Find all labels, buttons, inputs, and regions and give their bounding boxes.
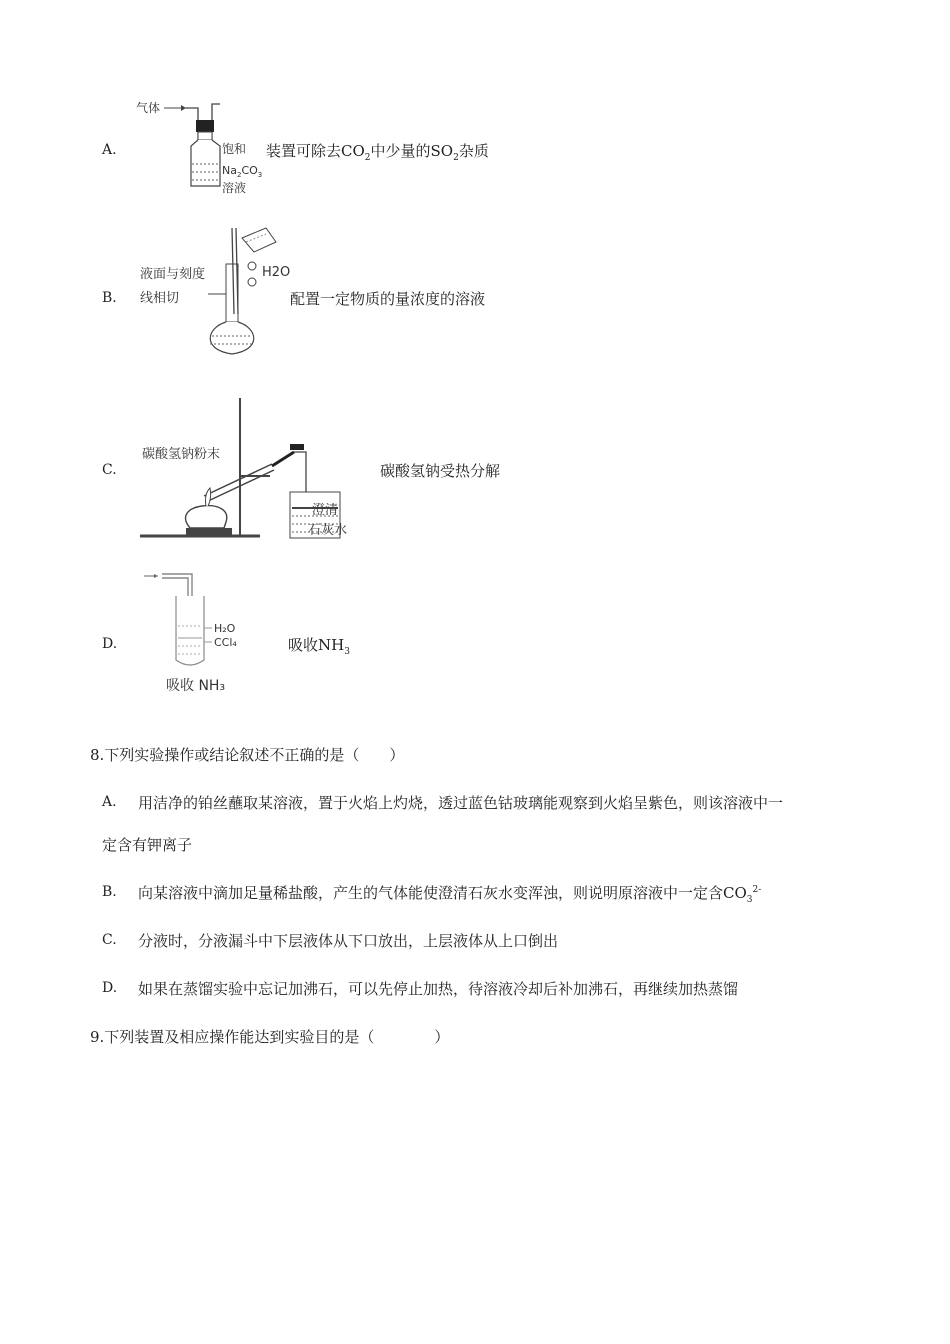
q8-option-a-letter: A. [102,794,117,810]
volumetric-flask-figure [136,224,296,364]
option-d-letter: D. [102,636,118,652]
label-h2o: H₂O [214,622,236,635]
q8-option-c-text: 分液时，分液漏斗中下层液体从下口放出，上层液体从上口倒出 [138,932,559,950]
option-d-desc: 吸收$NH_3$ [288,636,350,657]
gas-label: 气体 [136,101,161,115]
q8-stem: 8.下列实验操作或结论叙述不正确的是（ ） [90,746,405,764]
label-solution: 溶液 [222,181,247,195]
label-na2co3: $Na_2CO_3$ [222,164,263,179]
label-tangent-line: 线相切 [140,291,180,306]
label-clear: 澄清 [312,503,339,518]
gas-washing-bottle-figure [136,98,263,198]
label-saturated: 饱和 [222,142,247,156]
q8-option-b-letter: B. [102,884,117,900]
label-water: H2O [262,265,291,280]
q9-stem: 9.下列装置及相应操作能达到实验目的是（ ） [90,1028,450,1046]
label-liquid-level: 液面与刻度 [140,267,206,282]
option-a-desc: 装置可除去$CO_2$中少量的$SO_2$杂质 [266,142,489,163]
option-b-letter: B. [102,290,117,306]
option-c-desc: 碳酸氢钠受热分解 [380,462,501,480]
option-c-letter: C. [102,462,117,478]
label-ccl4: CCl₄ [214,636,237,649]
q8-option-d-text: 如果在蒸馏实验中忘记加沸石，可以先停止加热，待溶液冷却后补加沸石，再继续加热蒸馏 [138,980,739,998]
label-limewater: 石灰水 [308,523,348,538]
q8-option-d-letter: D. [102,980,118,996]
q8-option-a-line1: 用洁净的铂丝蘸取某溶液，置于火焰上灼烧，透过蓝色钴玻璃能观察到火焰呈紫色，则该溶液中一 [138,794,784,812]
heating-apparatus-figure [140,396,380,546]
label-nahco3-powder: 碳酸氢钠粉末 [142,447,221,462]
q8-option-a-line2: 定含有钾离子 [102,836,193,854]
label-absorb-nh3-caption: 吸收 NH₃ [166,678,226,694]
q8-option-b-text: 向某溶液中滴加足量稀盐酸，产生的气体能使澄清石灰水变浑浊，则说明原溶液中一定含$CO_3^{2-}$ [138,884,762,905]
q8-option-c-letter: C. [102,932,117,948]
ammonia-absorption-figure [140,566,260,696]
option-b-desc: 配置一定物质的量浓度的溶液 [290,290,486,308]
option-a-letter: A. [102,142,117,158]
